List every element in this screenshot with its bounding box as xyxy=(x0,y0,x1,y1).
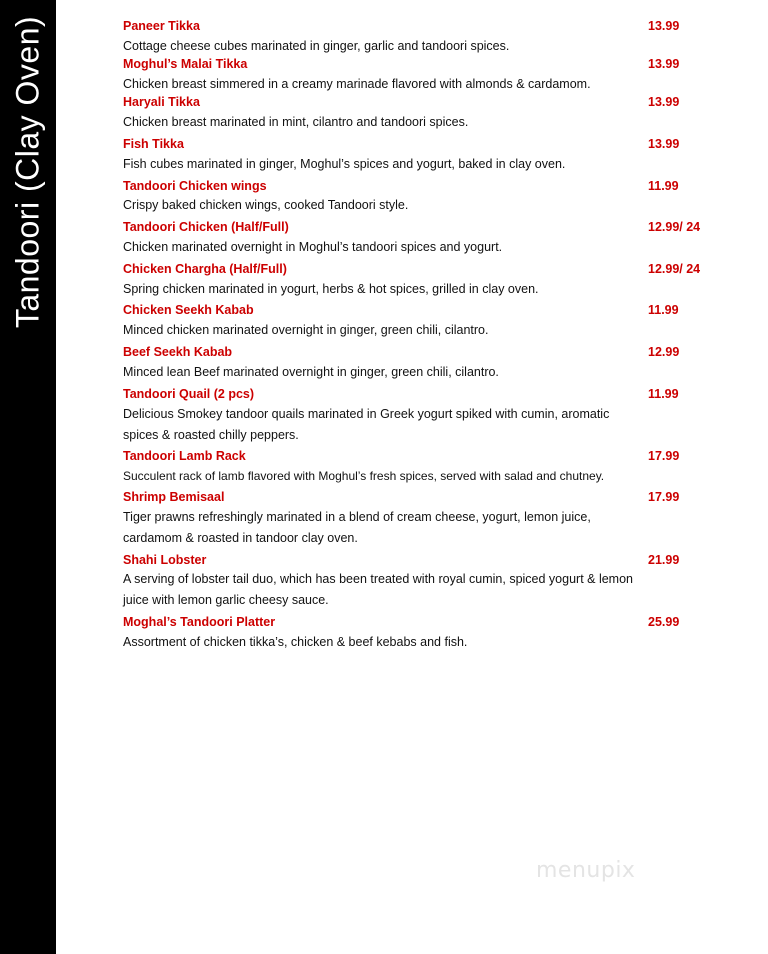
menu-item-description: Cottage cheese cubes marinated in ginger, garlic and tandoori spices. xyxy=(123,39,510,53)
menu-item-name: Fish Tikka xyxy=(123,137,184,151)
menu-item-name: Tandoori Chicken (Half/Full) xyxy=(123,220,289,234)
menu-item-price: 13.99 xyxy=(648,19,680,33)
menu-item-description: Crispy baked chicken wings, cooked Tandoori style. xyxy=(123,198,409,212)
menu-item-name: Chicken Seekh Kabab xyxy=(123,303,254,317)
menu-item-price: 11.99 xyxy=(648,387,679,401)
menu-item-name: Beef Seekh Kabab xyxy=(123,345,233,359)
menu-item-description: Delicious Smokey tandoor quails marinated in Greek yogurt spiked with cumin, aromatic spices & roasted chilly peppers. xyxy=(123,407,610,442)
menu-item-name: Moghal’s Tandoori Platter xyxy=(123,615,276,629)
menu-item-price: 11.99 xyxy=(648,179,679,193)
section-sidebar xyxy=(0,0,56,954)
menu-item-description: Chicken breast marinated in mint, cilantro and tandoori spices. xyxy=(123,115,469,129)
menu-item-name: Paneer Tikka xyxy=(123,19,200,33)
menu-item-description: A serving of lobster tail duo, which has been treated with royal cumin, spiced yogurt & lemon juice with lemon garlic cheesy sauce. xyxy=(123,572,633,607)
menu-item-description: Succulent rack of lamb flavored with Moghul’s fresh spices, served with salad and chutney. xyxy=(123,469,605,483)
menu-item-price: 12.99/ 24 xyxy=(648,220,701,234)
menu-item-name: Chicken Chargha (Half/Full) xyxy=(123,262,287,276)
menu-item-price: 13.99 xyxy=(648,137,680,151)
section-title: Tandoori (Clay Oven) xyxy=(9,15,46,329)
menu-item-price: 21.99 xyxy=(648,553,680,567)
menu-item-description: Spring chicken marinated in yogurt, herbs & hot spices, grilled in clay oven. xyxy=(123,282,539,296)
menu-item-price: 12.99 xyxy=(648,345,680,359)
menu-item-price: 25.99 xyxy=(648,615,680,629)
menu-item-name: Tandoori Lamb Rack xyxy=(123,449,246,463)
menu-item-name: Moghul’s Malai Tikka xyxy=(123,57,248,71)
menu-item-price: 17.99 xyxy=(648,490,680,504)
menu-item-name: Tandoori Chicken wings xyxy=(123,179,267,193)
menu-item-description: Assortment of chicken tikka’s, chicken & beef kebabs and fish. xyxy=(123,635,468,649)
menu-item-price: 13.99 xyxy=(648,95,680,109)
menu-item-name: Tandoori Quail (2 pcs) xyxy=(123,387,255,401)
menu-item-description: Fish cubes marinated in ginger, Moghul’s spices and yogurt, baked in clay oven. xyxy=(123,157,566,171)
menu-item-price: 13.99 xyxy=(648,57,680,71)
menu-item-name: Haryali Tikka xyxy=(123,95,200,109)
menu-item-description: Minced lean Beef marinated overnight in ginger, green chili, cilantro. xyxy=(123,365,499,379)
menu-item-description: Tiger prawns refreshingly marinated in a blend of cream cheese, yogurt, lemon juice, cardamom & roasted in tandoor clay oven. xyxy=(123,510,591,545)
menu-item-price: 17.99 xyxy=(648,449,680,463)
menu-item-price: 12.99/ 24 xyxy=(648,262,701,276)
menu-item-description: Chicken marinated overnight in Moghul’s tandoori spices and yogurt. xyxy=(123,240,503,254)
watermark-logo: menupix xyxy=(536,858,636,883)
menu-item-price: 11.99 xyxy=(648,303,679,317)
menu-item-description: Chicken breast simmered in a creamy marinade flavored with almonds & cardamom. xyxy=(123,77,591,91)
menu-item-description: Minced chicken marinated overnight in ginger, green chili, cilantro. xyxy=(123,323,489,337)
menu-item-name: Shrimp Bemisaal xyxy=(123,490,225,504)
menu-item-name: Shahi Lobster xyxy=(123,553,207,567)
